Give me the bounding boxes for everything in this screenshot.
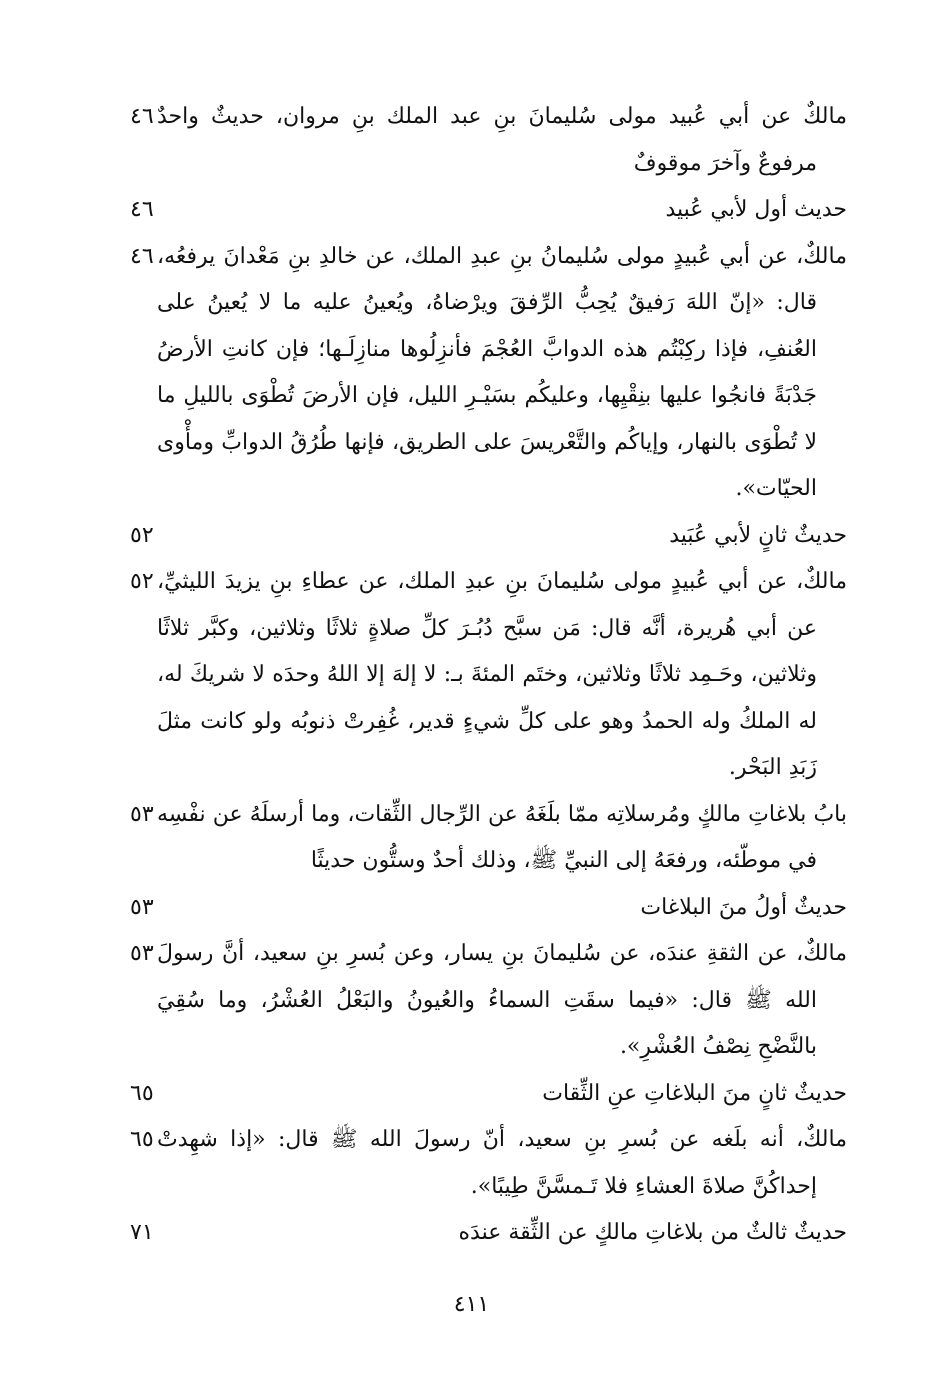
page-number: ٤٦ (130, 104, 154, 129)
entry-heading: حديثٌ أولُ منَ البلاغات (640, 894, 847, 920)
entry-text: بابُ بلاغاتِ مالكٍ ومُرسلاتِه ممّا بلَغَهُ عن الرِّجال الثِّقات، وما أرسلَهُ عن نفْسِه في موطّئه، ورفعَهُ إلى النبيِّ ﷺ، وذلك أحدٌ وستُّون حديثًا (157, 801, 847, 873)
page-number: ٥٢ (130, 522, 154, 548)
page-number: ٤٦ (130, 197, 154, 222)
entry-text: مالكٌ، عن أبي عُبيدٍ مولى سُليمانَ بنِ عبدِ الملك، عن عطاءِ بنِ يزيدَ الليثيِّ، عن أبي هُريرة، أنَّه قال: مَن سبَّح دُبُـرَ كلِّ صلاةٍ ثلاثًا وثلاثين، وكبَّر ثلاثًا وثلاثين، وحَـمِد ثلاثًا وثلاثين، وختَم المئةَ بـ: لا إلهَ إلا اللهُ وحدَه لا شريكَ له، له الملكُ وله الحمدُ وهو على كلِّ شيءٍ قدير، غُفِرتْ ذنوبُه ولو كانت مثلَ زَبَدِ البَحْر. (157, 569, 847, 780)
page-number: ٥٣ (130, 801, 154, 827)
toc-entry-6 (0, 792, 943, 885)
entry-heading: حديثٌ ثانٍ منَ البلاغاتِ عنِ الثِّقات (542, 1080, 847, 1106)
page-folio-number: ٤١١ (453, 1292, 490, 1317)
entry-text: مالكٌ، أنه بلَغه عن بُسرِ بنِ سعيد، أنّ رسولَ الله ﷺ قال: «إذا شهِدتْ إحداكُنَّ صلاةَ العشاءِ فلا تَـمسَّنَّ طِيبًا». (157, 1127, 847, 1199)
page-number: ٥٣ (130, 941, 154, 966)
toc-entry-3 (0, 234, 943, 513)
entry-heading: حديثٌ ثالثٌ من بلاغاتِ مالكٍ عن الثِّقة عندَه (458, 1220, 847, 1245)
entry-text: مالكٌ عن أبي عُبيد مولى سُليمانَ بنِ عبد الملك بنِ مروان، حديثٌ واحدٌ مرفوعٌ وآخرَ موقوفٌ (157, 104, 847, 176)
entry-text: مالكٌ، عن أبي عُبيدٍ مولى سُليمانُ بنِ عبدِ الملك، عن خالدِ بنِ مَعْدانَ يرفعُه، قال: «إنّ اللهَ رَفيقٌ يُحِبُّ الرِّفقَ ويرْضاهُ، ويُعينُ عليه ما لا يُعينُ على العُنفِ، فإذا ركِبْتُم هذه الدوابَّ العُجْمَ فأنزِلُوها منازِلَـها؛ فإن كانتِ الأرضُ جَدْبَةً فانجُوا عليها بنِقْيِها، وعليكُم بسَيْـرِ الليل، فإن الأرضَ تُطْوَى بالليلِ ما لا تُطْوَى بالنهار، وإياكُم والتَّعْريسَ على الطريق، فإنها طُرُقُ الدوابِّ ومأْوى الحيّات». (157, 243, 847, 501)
table-of-contents (0, 94, 943, 1257)
toc-entry-8 (0, 931, 943, 1071)
page-number: ٥٣ (130, 894, 154, 920)
entry-heading: حديثٌ ثانٍ لأبي عُبَيد (669, 522, 847, 548)
page-number: ٦٥ (130, 1127, 154, 1152)
toc-entry-9 (0, 1071, 943, 1118)
toc-entry-7 (0, 885, 943, 932)
entry-heading: حديث أول لأبي عُبيد (665, 197, 847, 222)
toc-entry-10 (0, 1117, 943, 1210)
toc-entry-4 (0, 513, 943, 560)
toc-entry-11 (0, 1210, 943, 1257)
toc-entry-1 (0, 94, 943, 187)
page-number: ٧١ (130, 1220, 154, 1245)
toc-entry-2 (0, 187, 943, 234)
page-number: ٥٢ (130, 569, 154, 594)
page-number: ٤٦ (130, 243, 154, 269)
toc-entry-5 (0, 559, 943, 792)
page-number: ٦٥ (130, 1080, 154, 1106)
entry-text: مالكٌ، عن الثقةِ عندَه، عن سُليمانَ بنِ يسار، وعن بُسرِ بنِ سعيد، أنَّ رسولَ الله ﷺ قال: «فيما سقَتِ السماءُ والعُيونُ والبَعْلُ العُشْرُ، وما سُقِيَ بالنَّضْحِ نِصْفُ العُشْرِ». (157, 941, 847, 1059)
